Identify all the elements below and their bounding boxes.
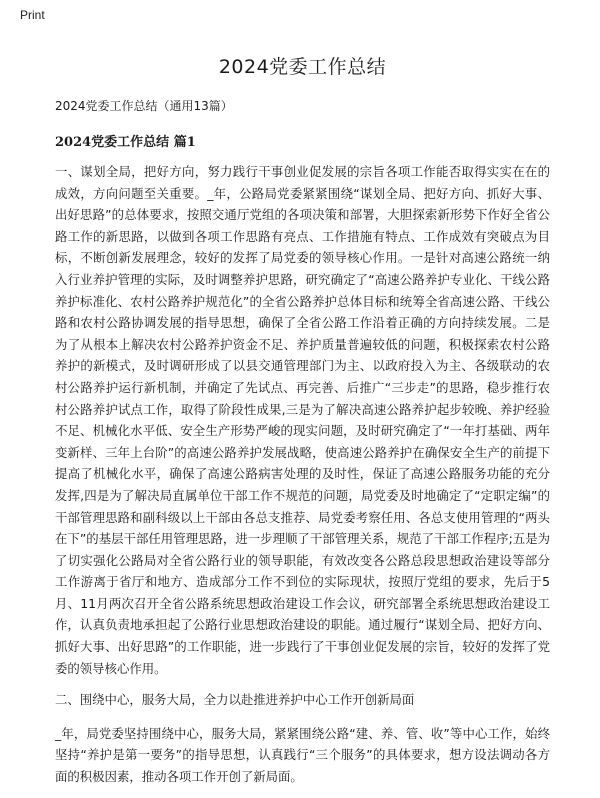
paragraph-3: _年，局党委坚持围绕中心，服务大局，紧紧围绕公路“建、养、管、收”等中心工作，始终坚持“养护是第一要务”的指导思想，认真践行“三个服务”的具体要求，想方设法调动各方面的积极因素，推动各项工作开创了新局面。 [55, 725, 550, 785]
page-title: 2024党委工作总结 [218, 56, 387, 78]
document-body [55, 52, 550, 798]
paragraph-1: 一、谋划全局，把好方向，努力践行干事创业促发展的宗旨各项工作能否取得实实在在的成效，方向问题至关重要。_年，公路局党委紧紧围绕“谋划全局、把好方向、抓好大事、出好思路”的总体要求，按照交通厅党组的各项决策和部署，大胆探索新形势下作好全省公路工作的新思路，以做到各项工作思路有亮点、工作措施有特点、工作成效有突破点为目标，不断创新发展理念，较好的发挥了局党委的领导核心作用。一是针对高速公路统一纳入行业养护管理的实际，及时调整养护思路，研究确定了“高速公路养护专业化、干线公路养护标准化、农村公路养护规范化”的全省公路养护总体目标和统筹全省高速公路、干线公路和农村公路协调发展的指导思想，确保了全省公路工作沿着正确的方向持续发展。二是为了从根本上解决农村公路养护资金不足、养护质量普遍较低的问题，积极探索农村公路养护的新模式，及时调研形成了以县交通管理部门为主、以政府投入为主、各级联动的农村公路养护运行新机制，并确定了先试点、再完善、后推广“三步走”的思路，稳步推行农村公路养护试点工作，取得了阶段性成果,三是为了解决高速公路养护起步较晚、养护经验不足、机械化水平低、安全生产形势严峻的现实问题，及时研究确定了“一年打基础、两年变新样、三年上台阶”的高速公路养护发展战略，使高速公路养护在确保安全生产的前提下提高了机械化水平，确保了高速公路病害处理的及时性，保证了高速公路服务功能的充分发挥,四是为了解决局直属单位干部工作不规范的问题，局党委及时地确定了“定职定编”的干部管理思路和副科级以上干部由各总支推荐、局党委考察任用、各总支使用管理的“两头在下”的基层干部任用管理思路，进一步理顺了干部管理关系，规范了干部工作程序;五是为了切实强化公路局对全省公路行业的领导职能，有效改变各公路总段思想政治建设等部分工作游离于省厅和地方、造成部分工作不到位的实际现状，按照厅党组的要求，先后于5月、11月两次召开全省公路系统思想政治建设工作会议，研究部署全系统思想政治建设工作，认真负责地承担起了公路行业思想政治建设的职能。通过履行“谋划全局、把好方向、抓好大事、出好思路”的工作职能，进一步践行了干事创业促发展的宗旨，较好的发挥了党委的领导核心作用。 [55, 164, 550, 676]
section-heading: 2024党委工作总结 篇1 [55, 135, 196, 150]
document-subtitle: 2024党委工作总结（通用13篇） [55, 99, 233, 113]
print-link[interactable]: Print [20, 8, 45, 22]
paragraph-2: 二、围绕中心，服务大局，全力以赴推进养护中心工作开创新局面 [55, 692, 415, 708]
